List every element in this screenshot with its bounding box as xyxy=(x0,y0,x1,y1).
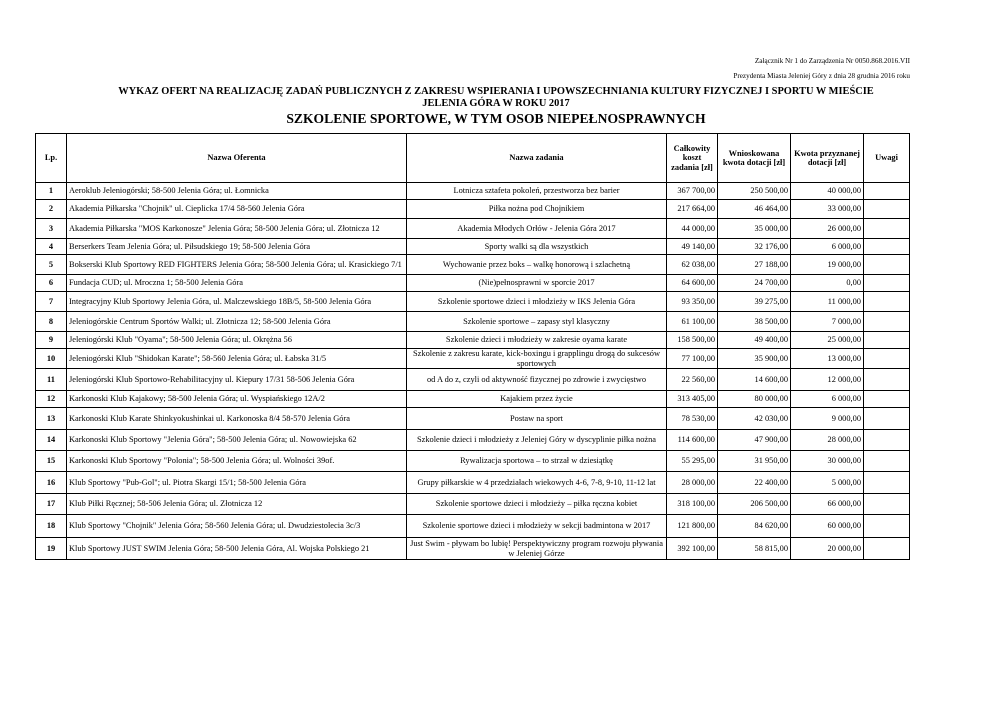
granted-amount: 60 000,00 xyxy=(791,515,864,538)
requested-amount: 35 000,00 xyxy=(718,219,791,239)
total-cost: 392 100,00 xyxy=(667,538,718,560)
requested-amount: 206 500,00 xyxy=(718,494,791,515)
table-row xyxy=(36,292,910,312)
requested-amount: 49 400,00 xyxy=(718,332,791,349)
column-header-wnioskowana: Wnioskowana kwota dotacji [zł] xyxy=(718,134,791,183)
total-cost: 49 140,00 xyxy=(667,239,718,255)
task-name: Piłka nożna pod Chojnikiem xyxy=(407,200,667,219)
remarks xyxy=(864,451,910,472)
remarks xyxy=(864,275,910,292)
task-name: Lotnicza sztafeta pokoleń, przestworza bez barier xyxy=(407,183,667,200)
row-number: 1 xyxy=(36,183,67,200)
granted-amount: 40 000,00 xyxy=(791,183,864,200)
column-header-zadanie: Nazwa zadania xyxy=(407,134,667,183)
table-row xyxy=(36,538,910,560)
row-number: 12 xyxy=(36,391,67,408)
total-cost: 62 038,00 xyxy=(667,255,718,275)
column-header-oferent: Nazwa Oferenta xyxy=(67,134,407,183)
requested-amount: 84 620,00 xyxy=(718,515,791,538)
row-number: 16 xyxy=(36,472,67,494)
granted-amount: 6 000,00 xyxy=(791,239,864,255)
table-row xyxy=(36,349,910,369)
row-number: 8 xyxy=(36,312,67,332)
task-name: Kajakiem przez życie xyxy=(407,391,667,408)
document-title: WYKAZ OFERT NA REALIZACJĘ ZADAŃ PUBLICZNYCH Z ZAKRESU WSPIERANIA I UPOWSZECHNIANIA KULTURY FIZYCZNEJ I SPORTU W MIEŚCIE xyxy=(118,86,874,97)
table-row xyxy=(36,369,910,391)
total-cost: 93 350,00 xyxy=(667,292,718,312)
offerer-name: Karkonoski Klub Sportowy "Polonia"; 58-500 Jelenia Góra; ul. Wolności 39of. xyxy=(67,451,407,472)
total-cost: 55 295,00 xyxy=(667,451,718,472)
remarks xyxy=(864,472,910,494)
remarks xyxy=(864,515,910,538)
offerer-name: Jeleniogórski Klub Sportowo-Rehabilitacyjny ul. Kiepury 17/31 58-506 Jelenia Góra xyxy=(67,369,407,391)
row-number: 19 xyxy=(36,538,67,560)
task-name: od A do z, czyli od aktywność fizycznej po zdrowie i zwycięstwo xyxy=(407,369,667,391)
granted-amount: 20 000,00 xyxy=(791,538,864,560)
offerer-name: Fundacja CUD; ul. Mroczna 1; 58-500 Jelenia Góra xyxy=(67,275,407,292)
granted-amount: 30 000,00 xyxy=(791,451,864,472)
row-number: 2 xyxy=(36,200,67,219)
row-number: 13 xyxy=(36,408,67,430)
task-name: Akademia Młodych Orłów - Jelenia Góra 2017 xyxy=(407,219,667,239)
remarks xyxy=(864,430,910,451)
table-row xyxy=(36,275,910,292)
total-cost: 78 530,00 xyxy=(667,408,718,430)
row-number: 6 xyxy=(36,275,67,292)
requested-amount: 42 030,00 xyxy=(718,408,791,430)
remarks xyxy=(864,292,910,312)
total-cost: 44 000,00 xyxy=(667,219,718,239)
requested-amount: 47 900,00 xyxy=(718,430,791,451)
granted-amount: 33 000,00 xyxy=(791,200,864,219)
remarks xyxy=(864,219,910,239)
granted-amount: 7 000,00 xyxy=(791,312,864,332)
offerer-name: Klub Piłki Ręcznej; 58-506 Jelenia Góra; ul. Złotnicza 12 xyxy=(67,494,407,515)
remarks xyxy=(864,369,910,391)
task-name: (Nie)pełnosprawni w sporcie 2017 xyxy=(407,275,667,292)
remarks xyxy=(864,183,910,200)
row-number: 15 xyxy=(36,451,67,472)
table-row xyxy=(36,183,910,200)
offerer-name: Akademia Piłkarska "Chojnik" ul. Cieplicka 17/4 58-560 Jelenia Góra xyxy=(67,200,407,219)
row-number: 11 xyxy=(36,369,67,391)
granted-amount: 5 000,00 xyxy=(791,472,864,494)
task-name: Grupy piłkarskie w 4 przedziałach wiekowych 4-6, 7-8, 9-10, 11-12 lat xyxy=(407,472,667,494)
task-name: Szkolenie dzieci i młodzieży w zakresie oyama karate xyxy=(407,332,667,349)
remarks xyxy=(864,408,910,430)
granted-amount: 6 000,00 xyxy=(791,391,864,408)
offerer-name: Klub Sportowy "Chojnik" Jelenia Góra; 58-560 Jelenia Góra; ul. Dwudziestolecia 3c/3 xyxy=(67,515,407,538)
row-number: 4 xyxy=(36,239,67,255)
offerer-name: Karkonoski Klub Sportowy "Jelenia Góra"; 58-500 Jelenia Góra; ul. Nowowiejska 62 xyxy=(67,430,407,451)
total-cost: 77 100,00 xyxy=(667,349,718,369)
requested-amount: 38 500,00 xyxy=(718,312,791,332)
task-name: Szkolenie sportowe dzieci i młodzieży w IKS Jelenia Góra xyxy=(407,292,667,312)
task-name: Szkolenie dzieci i młodzieży z Jeleniej Góry w dyscyplinie piłka nożna xyxy=(407,430,667,451)
table-row xyxy=(36,430,910,451)
table-row xyxy=(36,472,910,494)
remarks xyxy=(864,200,910,219)
granted-amount: 28 000,00 xyxy=(791,430,864,451)
task-name: Szkolenie sportowe dzieci i młodzieży – piłka ręczna kobiet xyxy=(407,494,667,515)
row-number: 7 xyxy=(36,292,67,312)
row-number: 9 xyxy=(36,332,67,349)
granted-amount: 11 000,00 xyxy=(791,292,864,312)
remarks xyxy=(864,538,910,560)
offerer-name: Karkonoski Klub Kajakowy; 58-500 Jelenia Góra; ul. Wyspiańskiego 12A/2 xyxy=(67,391,407,408)
column-header-przyznana: Kwota przyznanej dotacji [zł] xyxy=(791,134,864,183)
requested-amount: 80 000,00 xyxy=(718,391,791,408)
column-header-koszt: Całkowity koszt zadania [zł] xyxy=(667,134,718,183)
granted-amount: 26 000,00 xyxy=(791,219,864,239)
offerer-name: Klub Sportowy "Pub-Gol"; ul. Piotra Skargi 15/1; 58-500 Jelenia Góra xyxy=(67,472,407,494)
requested-amount: 35 900,00 xyxy=(718,349,791,369)
requested-amount: 14 600,00 xyxy=(718,369,791,391)
task-name: Szkolenie z zakresu karate, kick-boxingu i grapplingu drogą do sukcesów sportowych xyxy=(407,349,667,369)
total-cost: 158 500,00 xyxy=(667,332,718,349)
table-row xyxy=(36,219,910,239)
total-cost: 64 600,00 xyxy=(667,275,718,292)
total-cost: 121 800,00 xyxy=(667,515,718,538)
table-row xyxy=(36,494,910,515)
granted-amount: 66 000,00 xyxy=(791,494,864,515)
table-row xyxy=(36,451,910,472)
row-number: 10 xyxy=(36,349,67,369)
remarks xyxy=(864,332,910,349)
offerer-name: Integracyjny Klub Sportowy Jelenia Góra, ul. Malczewskiego 18B/5, 58-500 Jelenia Góra xyxy=(67,292,407,312)
row-number: 17 xyxy=(36,494,67,515)
requested-amount: 24 700,00 xyxy=(718,275,791,292)
annex-note: Załącznik Nr 1 do Zarządzenia Nr 0050.868.2016.VII xyxy=(754,57,910,65)
remarks xyxy=(864,255,910,275)
column-header-lp: Lp. xyxy=(36,134,67,183)
total-cost: 61 100,00 xyxy=(667,312,718,332)
total-cost: 28 000,00 xyxy=(667,472,718,494)
remarks xyxy=(864,312,910,332)
offerer-name: Jeleniogórski Klub "Oyama"; 58-500 Jelenia Góra; ul. Okrężna 56 xyxy=(67,332,407,349)
requested-amount: 32 176,00 xyxy=(718,239,791,255)
offerer-name: Akademia Piłkarska "MOS Karkonosze" Jelenia Góra; 58-500 Jelenia Góra; ul. Złotnicza 12 xyxy=(67,219,407,239)
row-number: 5 xyxy=(36,255,67,275)
section-title: SZKOLENIE SPORTOWE, W TYM OSOB NIEPEŁNOSPRAWNYCH xyxy=(286,111,706,126)
table-header-row xyxy=(36,134,910,183)
offerer-name: Aeroklub Jeleniogórski; 58-500 Jelenia Góra; ul. Łomnicka xyxy=(67,183,407,200)
task-name: Szkolenie sportowe – zapasy styl klasyczny xyxy=(407,312,667,332)
granted-amount: 12 000,00 xyxy=(791,369,864,391)
offerer-name: Klub Sportowy JUST SWIM Jelenia Góra; 58-500 Jelenia Góra, Al. Wojska Polskiego 21 xyxy=(67,538,407,560)
annex-note-issuer: Prezydenta Miasta Jeleniej Góry z dnia 28 grudnia 2016 roku xyxy=(733,72,910,80)
task-name: Postaw na sport xyxy=(407,408,667,430)
requested-amount: 46 464,00 xyxy=(718,200,791,219)
requested-amount: 250 500,00 xyxy=(718,183,791,200)
offerer-name: Jeleniogórski Klub "Shidokan Karate"; 58-560 Jelenia Góra; ul. Łabska 31/5 xyxy=(67,349,407,369)
total-cost: 367 700,00 xyxy=(667,183,718,200)
table-row xyxy=(36,391,910,408)
table-row xyxy=(36,515,910,538)
task-name: Rywalizacja sportowa – to strzał w dziesiątkę xyxy=(407,451,667,472)
total-cost: 114 600,00 xyxy=(667,430,718,451)
row-number: 3 xyxy=(36,219,67,239)
task-name: Sporty walki są dla wszystkich xyxy=(407,239,667,255)
remarks xyxy=(864,494,910,515)
remarks xyxy=(864,391,910,408)
offers-table xyxy=(35,133,910,560)
requested-amount: 58 815,00 xyxy=(718,538,791,560)
total-cost: 318 100,00 xyxy=(667,494,718,515)
total-cost: 217 664,00 xyxy=(667,200,718,219)
offerer-name: Karkonoski Klub Karate Shinkyokushinkai ul. Karkonoska 8/4 58-570 Jelenia Góra xyxy=(67,408,407,430)
remarks xyxy=(864,239,910,255)
offerer-name: Bokserski Klub Sportowy RED FIGHTERS Jelenia Góra; 58-500 Jelenia Góra; ul. Krasickiego 7/1 xyxy=(67,255,407,275)
table-row xyxy=(36,200,910,219)
requested-amount: 27 188,00 xyxy=(718,255,791,275)
granted-amount: 25 000,00 xyxy=(791,332,864,349)
column-header-uwagi: Uwagi xyxy=(864,134,910,183)
row-number: 18 xyxy=(36,515,67,538)
requested-amount: 31 950,00 xyxy=(718,451,791,472)
granted-amount: 13 000,00 xyxy=(791,349,864,369)
task-name: Szkolenie sportowe dzieci i młodzieży w sekcji badmintona w 2017 xyxy=(407,515,667,538)
row-number: 14 xyxy=(36,430,67,451)
granted-amount: 19 000,00 xyxy=(791,255,864,275)
total-cost: 313 405,00 xyxy=(667,391,718,408)
requested-amount: 39 275,00 xyxy=(718,292,791,312)
remarks xyxy=(864,349,910,369)
table-row xyxy=(36,239,910,255)
granted-amount: 9 000,00 xyxy=(791,408,864,430)
offerer-name: Jeleniogórskie Centrum Sportów Walki; ul. Złotnicza 12; 58-500 Jelenia Góra xyxy=(67,312,407,332)
task-name: Wychowanie przez boks – walkę honorową i szlachetną xyxy=(407,255,667,275)
table-row xyxy=(36,408,910,430)
granted-amount: 0,00 xyxy=(791,275,864,292)
table-row xyxy=(36,255,910,275)
total-cost: 22 560,00 xyxy=(667,369,718,391)
table-row xyxy=(36,332,910,349)
offerer-name: Berserkers Team Jelenia Góra; ul. Piłsudskiego 19; 58-500 Jelenia Góra xyxy=(67,239,407,255)
task-name: Just Swim - pływam bo lubię! Perspektywiczny program rozwoju pływania w Jeleniej Górze xyxy=(407,538,667,560)
requested-amount: 22 400,00 xyxy=(718,472,791,494)
table-row xyxy=(36,312,910,332)
document-title-continued: JELENIA GÓRA W ROKU 2017 xyxy=(422,98,570,109)
